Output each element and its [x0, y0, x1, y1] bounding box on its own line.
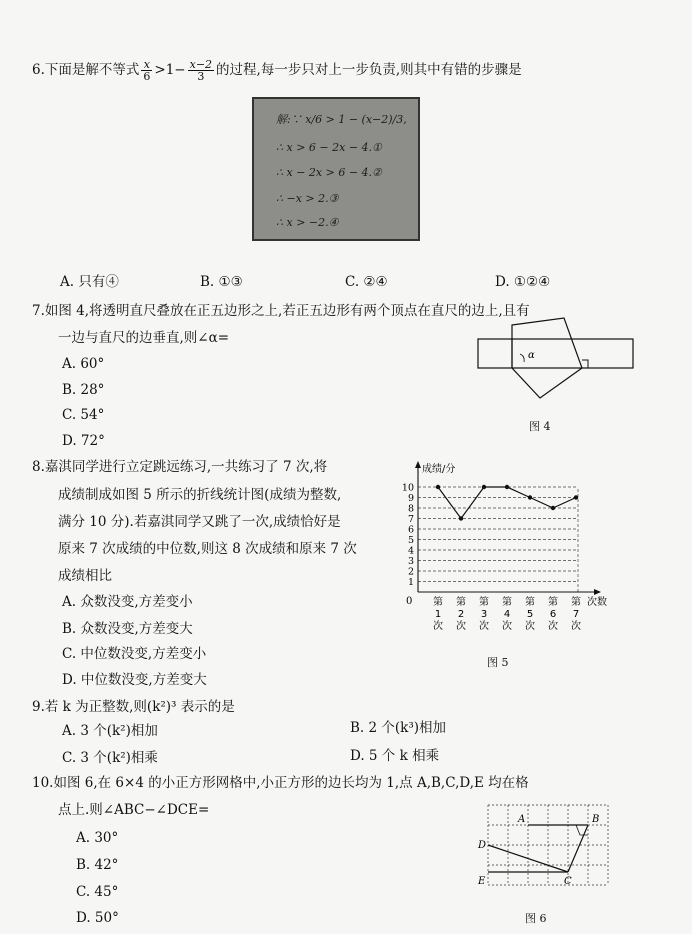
y-tick-label: 7	[407, 514, 414, 525]
x-tick-label: 5	[526, 609, 534, 620]
y-axis-arrow	[415, 461, 421, 468]
q7-option-c[interactable]: C. 54°	[62, 407, 105, 423]
q6-step-1: ∴ x > 6 − 2x − 4.①	[276, 141, 382, 154]
x-tick-label: 次	[433, 621, 443, 632]
q6-step-4: ∴ x > −2.④	[276, 216, 339, 229]
point-a-label: A	[518, 814, 526, 825]
q9-option-c[interactable]: C. 3 个(k²)相乘	[62, 750, 158, 766]
point-d-label: D	[478, 840, 487, 851]
x-tick-label: 次	[479, 621, 489, 632]
q7-stem-line1: 7.如图 4,将透明直尺叠放在正五边形之上,若正五边形有两个顶点在直尺的边上,且有	[32, 303, 530, 319]
q9-option-a[interactable]: A. 3 个(k²)相加	[62, 723, 158, 739]
ruler	[478, 339, 633, 368]
q6-step-2: ∴ x − 2x > 6 − 4.②	[276, 166, 382, 179]
x-tick-label: 次	[571, 621, 581, 632]
x-axis-label: 次数	[587, 597, 607, 608]
right-angle-mark	[582, 360, 588, 368]
alpha-arc	[520, 354, 524, 362]
q8-option-a[interactable]: A. 众数没变,方差变小	[62, 594, 193, 610]
q7-option-d[interactable]: D. 72°	[62, 433, 105, 449]
x-tick-label: 次	[548, 621, 558, 632]
q8-line-0: 8.嘉淇同学进行立定跳远练习,一共练习了 7 次,将	[32, 459, 328, 475]
origin-label: 0	[406, 596, 413, 607]
y-tick-label: 4	[407, 545, 414, 557]
point-c-label: C	[564, 876, 572, 887]
x-tick-label: 4	[503, 609, 511, 620]
data-point	[574, 495, 578, 499]
figure-6-caption: 图 6	[525, 912, 547, 925]
y-tick-label: 1	[407, 577, 414, 588]
alpha-label: α	[528, 350, 535, 361]
y-tick-label: 6	[407, 524, 414, 536]
y-tick-label: 10	[401, 482, 414, 494]
x-tick-label: 次	[502, 621, 512, 632]
figure-4-caption: 图 4	[529, 420, 551, 433]
q10-stem-line1: 10.如图 6,在 6×4 的小正方形网格中,小正方形的边长均为 1,点 A,B,C,D,E 均在格	[32, 775, 529, 791]
q6-solution-box	[252, 97, 420, 241]
grid-lines	[488, 805, 608, 885]
q10-option-b[interactable]: B. 42°	[76, 857, 119, 873]
q8-line-3: 原来 7 次成绩的中位数,则这 8 次成绩和原来 7 次	[58, 541, 357, 557]
x-tick-label: 第	[433, 597, 443, 608]
y-tick-label: 9	[407, 493, 414, 504]
q8-line-2: 满分 10 分).若嘉淇同学又跳了一次,成绩恰好是	[58, 514, 341, 530]
q6-suffix: 的过程,每一步只对上一步负责,则其中有错的步骤是	[216, 62, 522, 78]
data-point	[551, 506, 555, 510]
q6-mid: >1−	[154, 62, 186, 78]
x-tick-label: 7	[572, 609, 580, 620]
q9-stem: 9.若 k 为正整数,则(k²)³ 表示的是	[32, 699, 235, 715]
q10-stem-line2: 点上.则∠ABC−∠DCE=	[58, 802, 210, 818]
y-axis-label: 成绩/分	[422, 464, 456, 475]
y-tick-label: 5	[407, 535, 414, 546]
q6-prefix: 6.下面是解不等式	[32, 62, 140, 78]
q6-stem	[32, 59, 522, 82]
x-tick-label: 第	[502, 597, 512, 608]
series-line	[438, 487, 576, 519]
q7-option-a[interactable]: A. 60°	[62, 356, 105, 372]
point-b-label: B	[592, 814, 600, 825]
q6-step-3: ∴ −x > 2.③	[276, 192, 339, 205]
data-point	[528, 495, 532, 499]
data-point	[459, 516, 463, 520]
q6-fraction-1: $\frac{x}{6}$	[143, 58, 151, 83]
x-tick-label: 第	[525, 597, 535, 608]
q6-option-a[interactable]: A. 只有④	[60, 274, 119, 290]
pentagon	[512, 318, 582, 398]
figure-5-caption: 图 5	[487, 656, 509, 669]
q10-option-d[interactable]: D. 50°	[76, 910, 119, 926]
q8-line-4: 成绩相比	[58, 568, 112, 584]
x-tick-label: 6	[549, 609, 557, 620]
x-tick-label: 3	[480, 609, 488, 620]
q6-step-0: 解:∵ x/6 > 1 − (x−2)/3,	[276, 113, 407, 126]
x-tick-label: 第	[571, 597, 581, 608]
x-tick-label: 第	[456, 597, 466, 608]
data-point	[436, 485, 440, 489]
data-point	[505, 485, 509, 489]
q10-option-a[interactable]: A. 30°	[76, 830, 119, 846]
x-axis-arrow	[594, 589, 601, 595]
q8-line-1: 成绩制成如图 5 所示的折线统计图(成绩为整数,	[58, 487, 342, 503]
x-tick-label: 第	[548, 597, 558, 608]
figure-5-line-chart	[400, 452, 640, 652]
q6-option-c[interactable]: C. ②④	[345, 274, 388, 290]
y-tick-label: 3	[407, 556, 414, 567]
q6-option-b[interactable]: B. ①③	[200, 274, 243, 290]
x-tick-label: 次	[456, 621, 466, 632]
q7-stem-line2: 一边与直尺的边垂直,则∠α=	[58, 330, 230, 346]
x-tick-label: 次	[525, 621, 535, 632]
q9-option-b[interactable]: B. 2 个(k³)相加	[350, 720, 447, 736]
q10-option-c[interactable]: C. 45°	[76, 884, 119, 900]
y-tick-label: 8	[407, 503, 414, 515]
q6-option-d[interactable]: D. ①②④	[495, 274, 551, 290]
point-e-label: E	[478, 876, 486, 887]
x-tick-label: 2	[457, 609, 465, 620]
q8-option-b[interactable]: B. 众数没变,方差变大	[62, 621, 193, 637]
q8-option-c[interactable]: C. 中位数没变,方差变小	[62, 646, 207, 662]
q9-option-d[interactable]: D. 5 个 k 相乘	[350, 748, 440, 764]
q8-option-d[interactable]: D. 中位数没变,方差变大	[62, 672, 207, 688]
data-point	[482, 485, 486, 489]
q6-fraction-2: $\frac{x-2}{3}$	[189, 58, 213, 83]
x-tick-label: 第	[479, 597, 489, 608]
q7-option-b[interactable]: B. 28°	[62, 382, 105, 398]
figure-6-grid	[476, 800, 636, 900]
figure-4-ruler-pentagon	[476, 318, 636, 408]
y-tick-label: 2	[407, 566, 414, 578]
x-tick-label: 1	[434, 609, 442, 620]
